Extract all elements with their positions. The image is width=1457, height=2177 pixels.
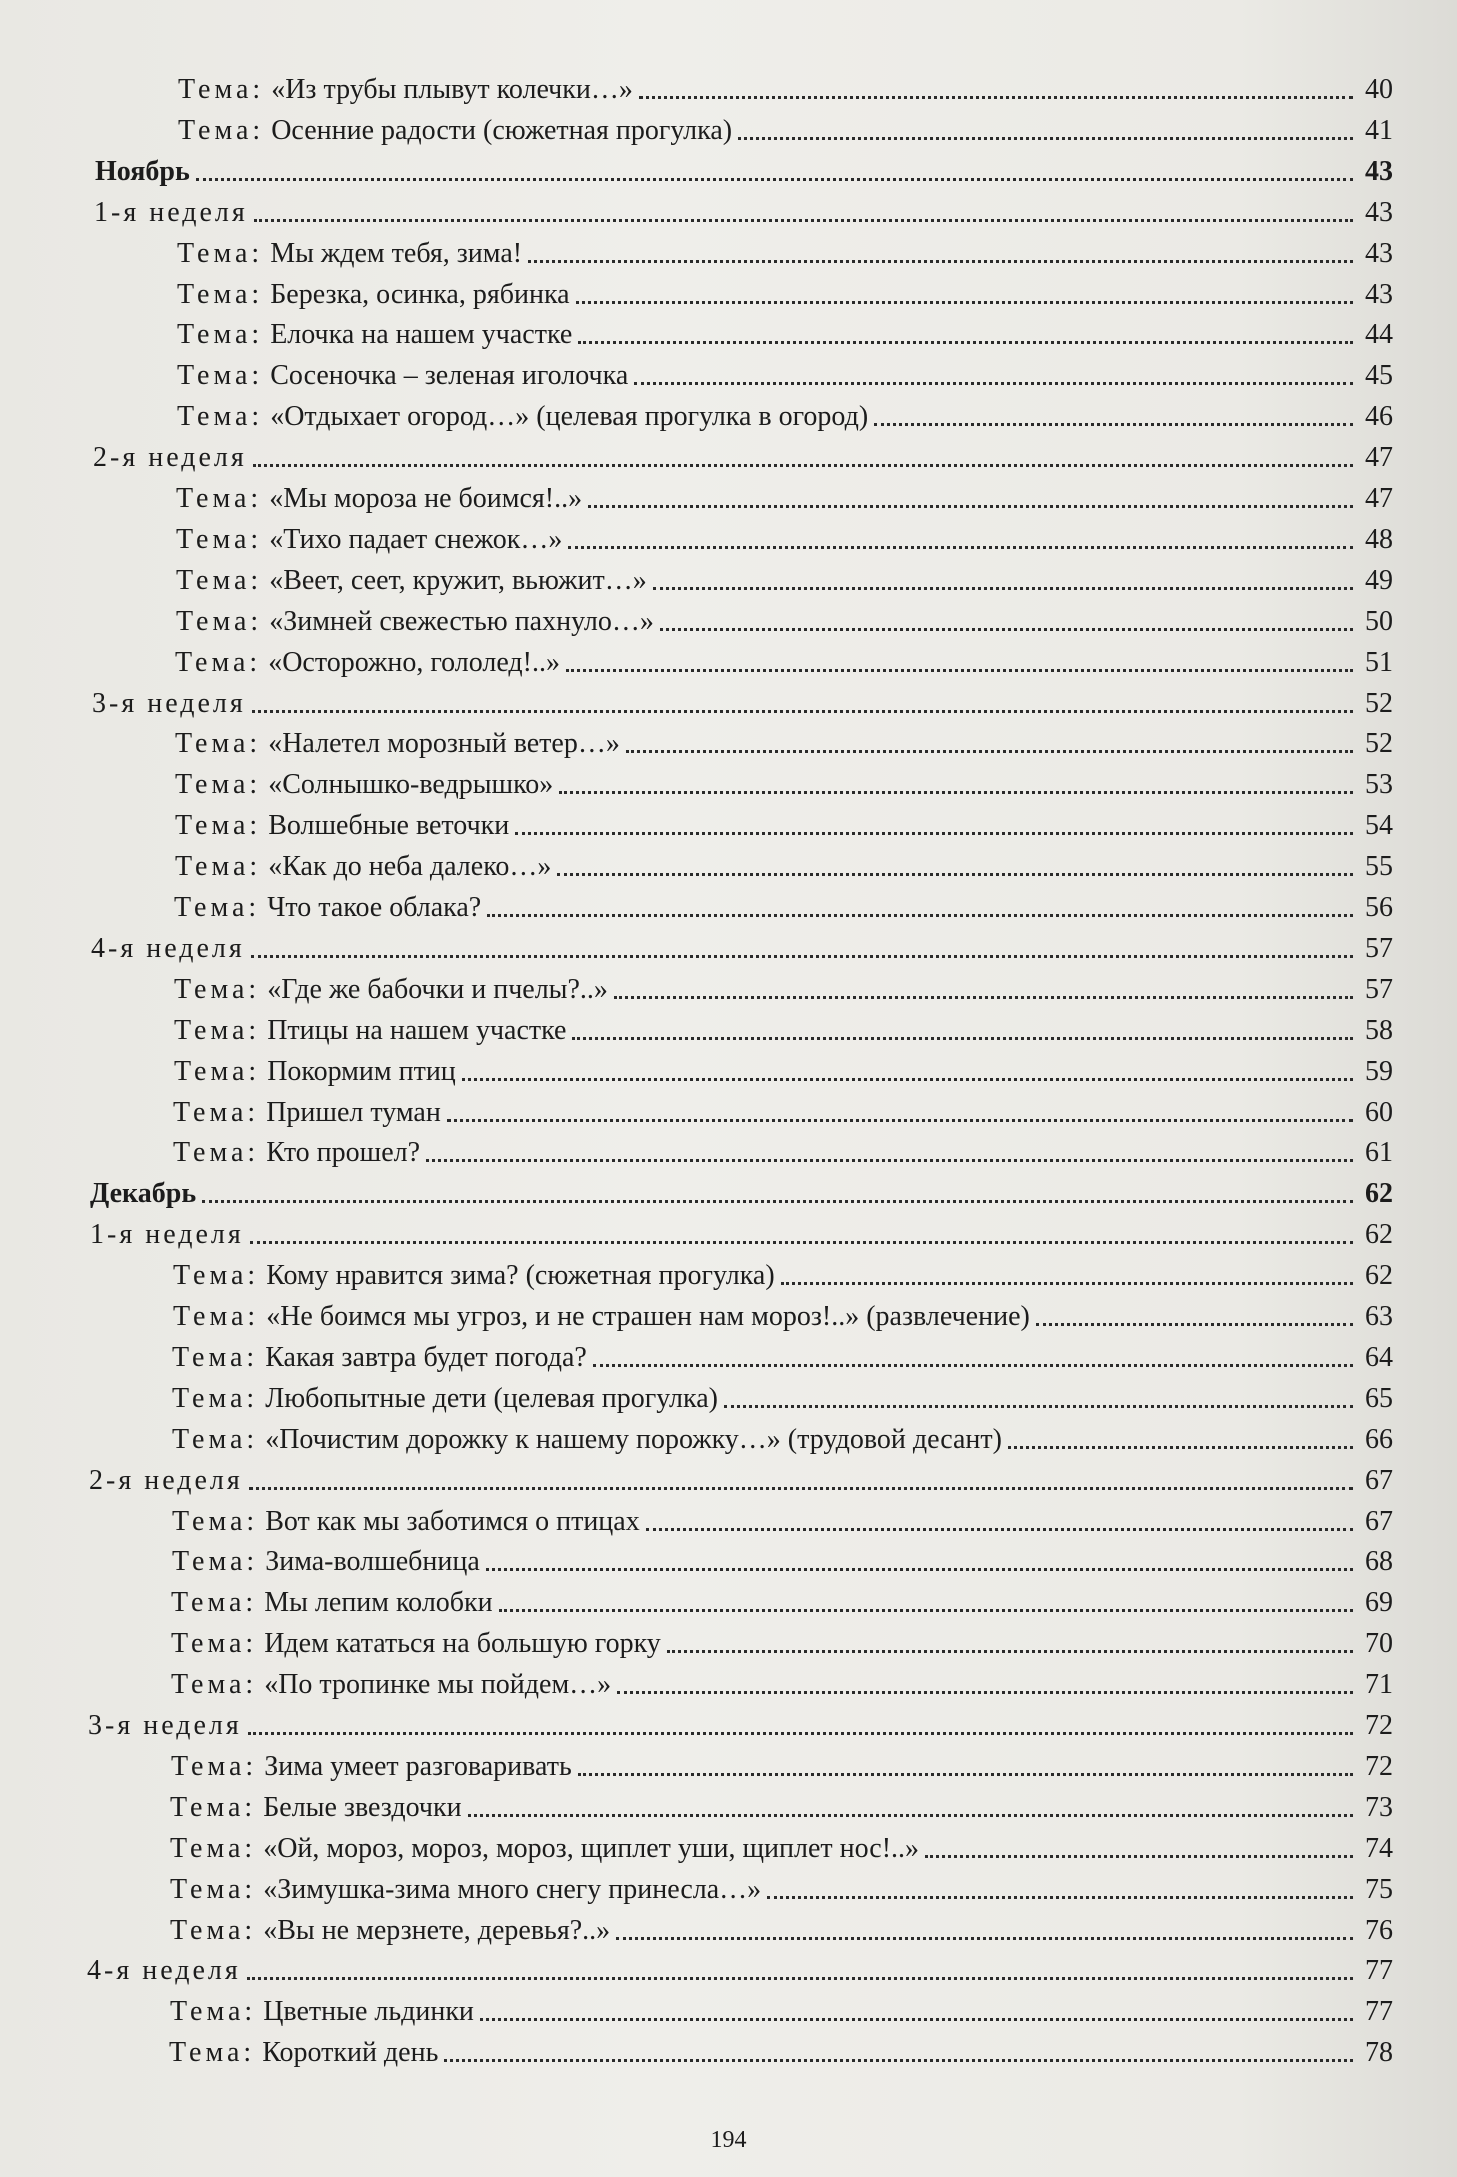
topic-title: «Зимушка-зима много снегу принесла…» (256, 1873, 762, 1905)
toc-topic-label (177, 318, 572, 352)
toc-page-number: 72 (1365, 1710, 1393, 1741)
toc-page-number: 65 (1365, 1382, 1393, 1414)
month-title: Ноябрь (95, 155, 190, 187)
toc-page-number: 54 (1365, 810, 1393, 842)
toc-topic-row (173, 1252, 1393, 1293)
topic-prefix: Тема: (177, 237, 264, 269)
topic-prefix: Тема: (175, 851, 262, 883)
page-number: 194 (710, 2127, 747, 2153)
toc-topic-label (173, 1096, 441, 1130)
topic-prefix: Тема: (177, 278, 264, 310)
dot-leader (528, 259, 1353, 263)
dot-leader (468, 1813, 1353, 1817)
toc-topic-label (172, 1382, 718, 1416)
dot-leader (925, 1854, 1353, 1858)
toc-page-number: 41 (1365, 114, 1393, 146)
toc-page-number: 78 (1365, 2037, 1393, 2069)
toc-topic-row (176, 516, 1393, 557)
topic-title: «Ой, мороз, мороз, мороз, щиплет уши, щиплет нос!..» (256, 1832, 920, 1864)
dot-leader (196, 177, 1353, 181)
dot-leader (202, 1199, 1353, 1203)
dot-leader (617, 1690, 1353, 1694)
toc-topic-row (177, 393, 1393, 434)
dot-leader (724, 1404, 1353, 1408)
topic-title: «Веет, сеет, кружит, вьюжит…» (262, 564, 647, 596)
topic-prefix: Тема: (176, 523, 263, 555)
toc-topic-row (176, 557, 1393, 598)
week-title: 1-я неделя (94, 196, 248, 228)
topic-title: Птицы на нашем участке (260, 1014, 567, 1046)
dot-leader (572, 1036, 1353, 1040)
dot-leader (578, 340, 1353, 344)
topic-prefix: Тема: (175, 810, 262, 842)
toc-topic-row (171, 1743, 1393, 1784)
toc-page-number: 66 (1365, 1423, 1393, 1455)
toc-topic-row (169, 2029, 1393, 2070)
dot-leader (486, 1567, 1353, 1571)
toc-topic-label (174, 1055, 456, 1089)
toc-week-row (94, 189, 1393, 230)
topic-prefix: Тема: (171, 1750, 258, 1782)
toc-topic-label (175, 646, 560, 680)
toc-topic-row (177, 352, 1393, 393)
topic-title: «Как до неба далеко…» (261, 851, 552, 883)
toc-topic-label (172, 1545, 480, 1579)
topic-prefix: Тема: (178, 74, 265, 105)
topic-prefix: Тема: (173, 1096, 260, 1128)
topic-prefix: Тема: (171, 1669, 258, 1701)
toc-page-number: 46 (1365, 401, 1393, 433)
toc-topic-row (175, 639, 1393, 680)
dot-leader (738, 136, 1353, 140)
dot-leader (499, 1608, 1353, 1612)
dot-leader (767, 1895, 1353, 1899)
toc-topic-row (178, 66, 1393, 107)
toc-topic-row (174, 1048, 1393, 1089)
toc-page-number: 57 (1365, 932, 1393, 964)
toc-topic-row (174, 1007, 1393, 1048)
dot-leader (426, 1158, 1353, 1162)
toc-topic-label (172, 1505, 640, 1539)
week-title: 2-я неделя (89, 1464, 243, 1496)
topic-title: Цветные льдинки (256, 1996, 474, 2028)
toc-page-number: 43 (1365, 278, 1393, 310)
toc-topic-label (172, 1341, 587, 1375)
dot-leader (254, 218, 1353, 222)
toc-page-number: 50 (1365, 605, 1393, 637)
dot-leader (614, 995, 1353, 999)
toc-page-number: 53 (1365, 769, 1393, 801)
dot-leader (253, 463, 1353, 467)
toc-page-number: 67 (1365, 1464, 1393, 1496)
toc-page-number: 56 (1365, 892, 1393, 923)
toc-topic-label (174, 973, 608, 1007)
topic-title: «Тихо падает снежок…» (262, 523, 563, 555)
toc-topic-label (171, 1668, 611, 1702)
toc-topic-label (170, 1791, 462, 1825)
toc-page-number: 74 (1365, 1832, 1393, 1864)
toc-page-number: 73 (1365, 1791, 1393, 1823)
topic-title: «Где же бабочки и пчелы?..» (260, 973, 608, 1005)
toc-page-number: 77 (1365, 1955, 1393, 1987)
toc-topic-label (169, 2036, 438, 2070)
dot-leader (252, 709, 1353, 713)
dot-leader (634, 381, 1353, 385)
toc-page-number: 71 (1365, 1669, 1393, 1701)
topic-prefix: Тема: (171, 1587, 258, 1619)
month-title: Декабрь (90, 1178, 197, 1210)
toc-topic-row (175, 802, 1393, 843)
toc-topic-row (173, 1293, 1393, 1334)
topic-prefix: Тема: (170, 1996, 257, 2028)
dot-leader (576, 300, 1353, 304)
toc-topic-label (175, 850, 551, 884)
dot-leader (653, 586, 1353, 590)
toc-topic-row (175, 761, 1393, 802)
toc-month-row (95, 148, 1393, 189)
toc-topic-row (172, 1375, 1393, 1416)
dot-leader (447, 1118, 1353, 1122)
topic-title: Сосеночка – зеленая иголочка (263, 360, 629, 392)
dot-leader (874, 422, 1353, 426)
toc-topic-row (170, 1784, 1393, 1825)
toc-page-number: 62 (1365, 1178, 1393, 1210)
topic-prefix: Тема: (177, 360, 264, 392)
topic-title: Вот как мы заботимся о птицах (258, 1505, 640, 1537)
toc-topic-label (178, 73, 633, 107)
toc-topic-label (176, 482, 582, 516)
toc-page-number: 69 (1365, 1587, 1393, 1619)
topic-prefix: Тема: (174, 1055, 261, 1087)
toc-topic-label (177, 359, 628, 393)
dot-leader (462, 1077, 1353, 1081)
toc-topic-label (171, 1750, 572, 1784)
dot-leader (588, 504, 1353, 508)
toc-page-number: 47 (1365, 442, 1393, 474)
toc-topic-label (177, 400, 868, 434)
dot-leader (593, 1363, 1353, 1367)
toc-page-number: 51 (1365, 646, 1393, 678)
toc-topic-label (176, 564, 647, 598)
dot-leader (251, 954, 1353, 958)
dot-leader (515, 831, 1353, 835)
toc-page-number: 63 (1365, 1301, 1393, 1332)
topic-title: «Вы не мерзнете, деревья?..» (256, 1914, 611, 1946)
toc-topic-row (177, 311, 1393, 352)
toc-topic-label (175, 809, 509, 843)
dot-leader (781, 1281, 1353, 1285)
toc-topic-row (170, 1988, 1393, 2029)
topic-prefix: Тема: (178, 114, 265, 146)
toc-week-row (88, 1702, 1393, 1743)
toc-topic-label (175, 768, 553, 802)
topic-prefix: Тема: (175, 769, 262, 801)
dot-leader (568, 545, 1353, 549)
toc-week-row (90, 1211, 1393, 1252)
toc-week-row (91, 925, 1393, 966)
topic-title: Мы ждем тебя, зима! (263, 237, 523, 269)
toc-week-row (93, 434, 1393, 475)
toc-page-number: 48 (1365, 523, 1393, 555)
topic-prefix: Тема: (177, 319, 264, 351)
toc-topic-row (175, 720, 1393, 761)
topic-title: Елочка на нашем участке (263, 319, 573, 351)
toc-topic-label (175, 727, 620, 761)
dot-leader (557, 872, 1353, 876)
toc-topic-row (172, 1334, 1393, 1375)
toc-topic-label (173, 1136, 420, 1170)
toc-topic-label (171, 1586, 493, 1620)
topic-prefix: Тема: (176, 605, 263, 637)
week-title: 4-я неделя (87, 1955, 241, 1987)
topic-prefix: Тема: (176, 483, 263, 514)
topic-prefix: Тема: (174, 973, 261, 1005)
dot-leader (247, 1976, 1353, 1980)
topic-title: Осенние радости (сюжетная прогулка) (264, 114, 733, 146)
toc-topic-label (173, 1300, 1030, 1334)
topic-prefix: Тема: (176, 564, 263, 596)
toc-topic-label (170, 1832, 919, 1866)
topic-title: Что такое облака? (260, 892, 482, 923)
dot-leader (660, 627, 1353, 631)
topic-prefix: Тема: (172, 1341, 259, 1373)
toc-week-row (92, 680, 1393, 721)
topic-title: «Зимней свежестью пахнуло…» (262, 605, 654, 637)
toc-topic-label (177, 278, 570, 312)
topic-title: Березка, осинка, рябинка (263, 278, 570, 310)
toc-page-number: 49 (1365, 564, 1393, 596)
toc-topic-row (174, 966, 1393, 1007)
toc-page-number: 45 (1365, 360, 1393, 392)
topic-title: Кто прошел? (259, 1137, 421, 1169)
toc-topic-row (170, 1907, 1393, 1948)
topic-prefix: Тема: (175, 646, 262, 678)
toc-page-number: 64 (1365, 1341, 1393, 1373)
topic-title: «Не боимся мы угроз, и не страшен нам мороз!..» (развлечение) (259, 1301, 1030, 1332)
dot-leader (616, 1936, 1353, 1940)
toc-page-number: 62 (1365, 1219, 1393, 1251)
toc-page-number: 57 (1365, 973, 1393, 1005)
toc-page-number: 77 (1365, 1996, 1393, 2028)
toc-topic-row (175, 843, 1393, 884)
toc-topic-row (171, 1661, 1393, 1702)
topic-prefix: Тема: (174, 892, 261, 923)
dot-leader (1036, 1322, 1353, 1326)
toc-topic-row (170, 1825, 1393, 1866)
toc-topic-row (176, 475, 1393, 516)
toc-topic-row (173, 1129, 1393, 1170)
topic-prefix: Тема: (173, 1137, 260, 1169)
dot-leader (1008, 1445, 1353, 1449)
toc-page-number: 76 (1365, 1914, 1393, 1946)
week-title: 4-я неделя (91, 932, 245, 964)
dot-leader (639, 95, 1353, 99)
week-title: 2-я неделя (93, 442, 247, 474)
topic-title: Пришел туман (259, 1096, 441, 1128)
topic-prefix: Тема: (172, 1505, 259, 1537)
toc-page-number: 43 (1365, 237, 1393, 269)
topic-title: «Осторожно, гололед!..» (261, 646, 560, 678)
toc-topic-row (172, 1538, 1393, 1579)
topic-prefix: Тема: (170, 1914, 257, 1946)
dot-leader (667, 1649, 1353, 1653)
toc-topic-row (173, 1089, 1393, 1130)
toc-topic-label (177, 237, 522, 271)
toc-topic-row (172, 1416, 1393, 1457)
topic-title: Зима-волшебница (258, 1546, 480, 1578)
topic-prefix: Тема: (171, 1628, 258, 1660)
toc-topic-row (177, 230, 1393, 271)
topic-title: «Налетел морозный ветер…» (261, 728, 620, 760)
topic-title: Какая завтра будет погода? (258, 1341, 587, 1373)
toc-topic-label (173, 1259, 775, 1293)
toc-topic-row (178, 107, 1393, 148)
toc-topic-label (174, 1014, 566, 1048)
topic-prefix: Тема: (174, 1014, 261, 1046)
toc-topic-label (172, 1423, 1002, 1457)
topic-prefix: Тема: (169, 2037, 256, 2069)
week-title: 3-я неделя (92, 687, 246, 719)
dot-leader (578, 1772, 1353, 1776)
toc-page-number: 59 (1365, 1055, 1393, 1087)
toc-page-number: 68 (1365, 1546, 1393, 1578)
toc-topic-row (171, 1579, 1393, 1620)
toc-page-number: 61 (1365, 1137, 1393, 1169)
toc-week-row (89, 1457, 1393, 1498)
toc-page-number: 62 (1365, 1260, 1393, 1292)
dot-leader (559, 790, 1353, 794)
toc-page-number: 70 (1365, 1628, 1393, 1660)
topic-title: «Отдыхает огород…» (целевая прогулка в огород) (263, 401, 869, 433)
topic-prefix: Тема: (172, 1546, 259, 1578)
topic-title: Любопытные дети (целевая прогулка) (258, 1382, 718, 1414)
toc-page-number: 52 (1365, 728, 1393, 760)
topic-prefix: Тема: (175, 728, 262, 760)
topic-title: Короткий день (255, 2037, 439, 2069)
dot-leader (480, 2017, 1353, 2021)
topic-title: «По тропинке мы пойдем…» (257, 1669, 612, 1701)
topic-prefix: Тема: (173, 1301, 260, 1332)
toc-page-number: 40 (1365, 74, 1393, 105)
topic-title: Идем кататься на большую горку (257, 1628, 661, 1660)
toc-topic-row (177, 271, 1393, 312)
topic-title: «Почистим дорожку к нашему порожку…» (трудовой десант) (258, 1423, 1002, 1455)
topic-title: Кому нравится зима? (сюжетная прогулка) (259, 1260, 775, 1292)
topic-title: Волшебные веточки (261, 810, 510, 842)
toc-page-number: 43 (1365, 155, 1393, 187)
toc-topic-row (170, 1866, 1393, 1907)
topic-title: Мы лепим колобки (257, 1587, 493, 1619)
topic-title: «Солнышко-ведрышко» (261, 769, 554, 801)
topic-prefix: Тема: (170, 1832, 257, 1864)
topic-prefix: Тема: (177, 401, 264, 433)
topic-prefix: Тема: (172, 1423, 259, 1455)
week-title: 1-я неделя (90, 1219, 244, 1251)
toc-topic-label (178, 114, 732, 148)
toc-month-row (90, 1170, 1393, 1211)
toc-page-number: 52 (1365, 687, 1393, 719)
toc-page-number: 47 (1365, 483, 1393, 514)
dot-leader (250, 1240, 1353, 1244)
topic-title: Зима умеет разговаривать (257, 1750, 572, 1782)
topic-prefix: Тема: (170, 1873, 257, 1905)
dot-leader (249, 1486, 1353, 1490)
toc-topic-label (170, 1995, 474, 2029)
toc-page-number: 44 (1365, 319, 1393, 351)
dot-leader (487, 913, 1353, 917)
toc-page-number: 60 (1365, 1096, 1393, 1128)
topic-prefix: Тема: (170, 1791, 257, 1823)
toc-topic-label (170, 1873, 761, 1907)
topic-title: «Мы мороза не боимся!..» (262, 483, 583, 514)
topic-title: Покормим птиц (260, 1055, 456, 1087)
toc-page-number: 75 (1365, 1873, 1393, 1905)
toc-topic-row (174, 884, 1393, 925)
toc-topic-label (170, 1914, 610, 1948)
toc-topic-row (171, 1620, 1393, 1661)
toc-page-number: 43 (1365, 196, 1393, 228)
toc-topic-label (176, 605, 654, 639)
toc-topic-label (176, 523, 562, 557)
toc-topic-row (172, 1498, 1393, 1539)
topic-prefix: Тема: (173, 1260, 260, 1292)
toc-topic-row (176, 598, 1393, 639)
toc-page-number: 58 (1365, 1014, 1393, 1046)
dot-leader (646, 1527, 1353, 1531)
topic-title: «Из трубы плывут колечки…» (264, 74, 633, 105)
dot-leader (444, 2058, 1353, 2062)
toc-week-row (87, 1947, 1393, 1988)
toc-topic-label (174, 891, 481, 925)
dot-leader (566, 668, 1353, 672)
toc-page-number: 55 (1365, 851, 1393, 883)
week-title: 3-я неделя (88, 1710, 242, 1741)
toc-page-number: 72 (1365, 1750, 1393, 1782)
toc-page-number: 67 (1365, 1505, 1393, 1537)
topic-title: Белые звездочки (256, 1791, 462, 1823)
dot-leader (248, 1731, 1353, 1735)
dot-leader (626, 749, 1353, 753)
toc-topic-label (171, 1627, 661, 1661)
topic-prefix: Тема: (172, 1382, 259, 1414)
